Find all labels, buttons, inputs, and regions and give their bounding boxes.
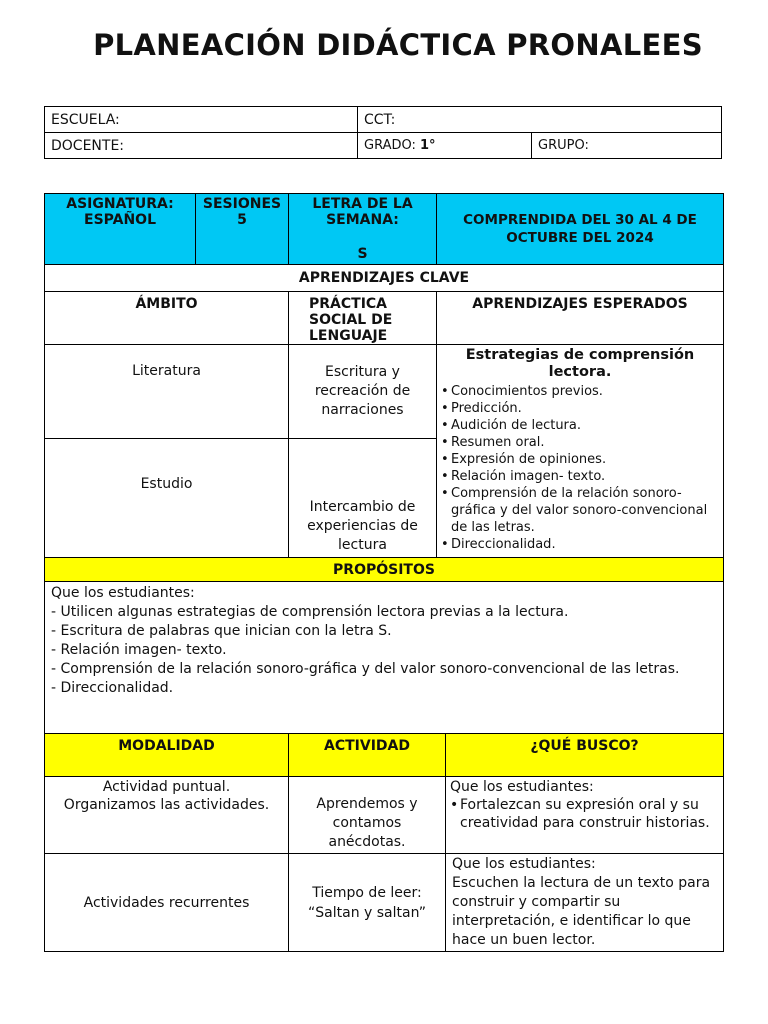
asignatura-value: ESPAÑOL bbox=[84, 212, 156, 228]
aprendizajes-header: APRENDIZAJES ESPERADOS bbox=[437, 292, 724, 345]
estrategia-item: • Conocimientos previos. bbox=[441, 383, 719, 400]
estrategias-list bbox=[441, 383, 719, 553]
busco-row2-intro: Que los estudiantes: bbox=[452, 856, 596, 872]
proposito-item: - Utilicen algunas estrategias de comprensión lectora previas a la lectura. bbox=[51, 604, 569, 620]
modalidad-puntual bbox=[45, 777, 289, 854]
estrategia-item: • Comprensión de la relación sonoro-gráfica y del valor sonoro-convencional de las letras. bbox=[441, 485, 719, 536]
planning-table bbox=[44, 193, 724, 952]
ambito-estudio: Estudio bbox=[45, 439, 289, 558]
modalidad-recurrentes: Actividades recurrentes bbox=[45, 854, 289, 952]
practica-intercambio: Intercambio de experiencias de lectura bbox=[289, 439, 437, 558]
sesiones-label: SESIONES bbox=[202, 196, 282, 212]
estrategia-item: • Predicción. bbox=[441, 400, 719, 417]
actividad-tiempo-leer-line2: “Saltan y saltan” bbox=[308, 904, 426, 921]
letra-value: S bbox=[357, 246, 368, 262]
proposito-item: - Direccionalidad. bbox=[51, 680, 174, 696]
actividad-anecdotas: Aprendemos y contamos anécdotas. bbox=[289, 777, 446, 854]
grado-field bbox=[358, 133, 532, 159]
ambito-header: ÁMBITO bbox=[45, 292, 289, 345]
grupo-field: GRUPO: bbox=[532, 133, 722, 159]
school-info-table bbox=[44, 106, 722, 159]
estrategia-item: • Resumen oral. bbox=[441, 434, 719, 451]
modalidad-puntual-line1: Actividad puntual. bbox=[102, 779, 231, 795]
busco-row1-intro: Que los estudiantes: bbox=[450, 779, 594, 795]
grado-value: 1° bbox=[420, 138, 436, 153]
proposito-item: - Comprensión de la relación sonoro-gráfica y del valor sonoro-convencional de las letras. bbox=[51, 661, 680, 677]
aprendizajes-clave-heading: APRENDIZAJES CLAVE bbox=[45, 265, 724, 292]
escuela-field: ESCUELA: bbox=[45, 107, 358, 133]
asignatura-cell bbox=[45, 194, 196, 265]
busco-row2-text: Escuchen la lectura de un texto para construir y compartir su interpretación, e identificar lo que hace un buen lector. bbox=[452, 875, 711, 948]
propositos-list bbox=[51, 603, 717, 698]
practica-header: PRÁCTICA SOCIAL DE LENGUAJE bbox=[289, 292, 437, 345]
estrategia-item: • Relación imagen- texto. bbox=[441, 468, 719, 485]
proposito-item: - Escritura de palabras que inician con la letra S. bbox=[51, 623, 392, 639]
sesiones-value: 5 bbox=[237, 212, 247, 228]
estrategias-title: Estrategias de comprensión lectora. bbox=[465, 347, 695, 380]
busco-row1-item: • Fortalezcan su expresión oral y su creatividad para construir historias. bbox=[450, 796, 719, 832]
asignatura-label: ASIGNATURA: bbox=[66, 196, 174, 212]
letra-cell bbox=[289, 194, 437, 265]
periodo-cell: COMPRENDIDA DEL 30 AL 4 DE OCTUBRE DEL 2024 bbox=[437, 194, 724, 265]
busco-row1-list bbox=[450, 796, 719, 832]
modalidad-header: MODALIDAD bbox=[45, 734, 289, 777]
grado-label: GRADO: bbox=[364, 138, 416, 153]
cct-field: CCT: bbox=[358, 107, 722, 133]
estrategia-item: • Expresión de opiniones. bbox=[441, 451, 719, 468]
actividad-tiempo-leer bbox=[289, 854, 446, 952]
modalidad-puntual-line2: Organizamos las actividades. bbox=[63, 797, 270, 813]
estrategia-item: • Audición de lectura. bbox=[441, 417, 719, 434]
actividad-header: ACTIVIDAD bbox=[289, 734, 446, 777]
busco-row1 bbox=[446, 777, 724, 854]
sesiones-cell bbox=[196, 194, 289, 265]
proposito-item: - Relación imagen- texto. bbox=[51, 642, 227, 658]
page-title: PLANEACIÓN DIDÁCTICA PRONALEES bbox=[93, 28, 703, 62]
estrategia-item: • Direccionalidad. bbox=[441, 536, 719, 553]
propositos-heading: PROPÓSITOS bbox=[45, 558, 724, 582]
busco-row2 bbox=[446, 854, 724, 952]
propositos-cell bbox=[45, 582, 724, 734]
letra-label: LETRA DE LA SEMANA: bbox=[312, 196, 413, 228]
practica-escritura: Escritura y recreación de narraciones bbox=[289, 345, 437, 439]
propositos-intro: Que los estudiantes: bbox=[51, 585, 195, 601]
busco-header: ¿QUÉ BUSCO? bbox=[446, 734, 724, 777]
docente-field: DOCENTE: bbox=[45, 133, 358, 159]
ambito-literatura: Literatura bbox=[45, 345, 289, 439]
aprendizajes-esperados-cell bbox=[437, 345, 724, 558]
actividad-tiempo-leer-line1: Tiempo de leer: bbox=[312, 884, 422, 901]
